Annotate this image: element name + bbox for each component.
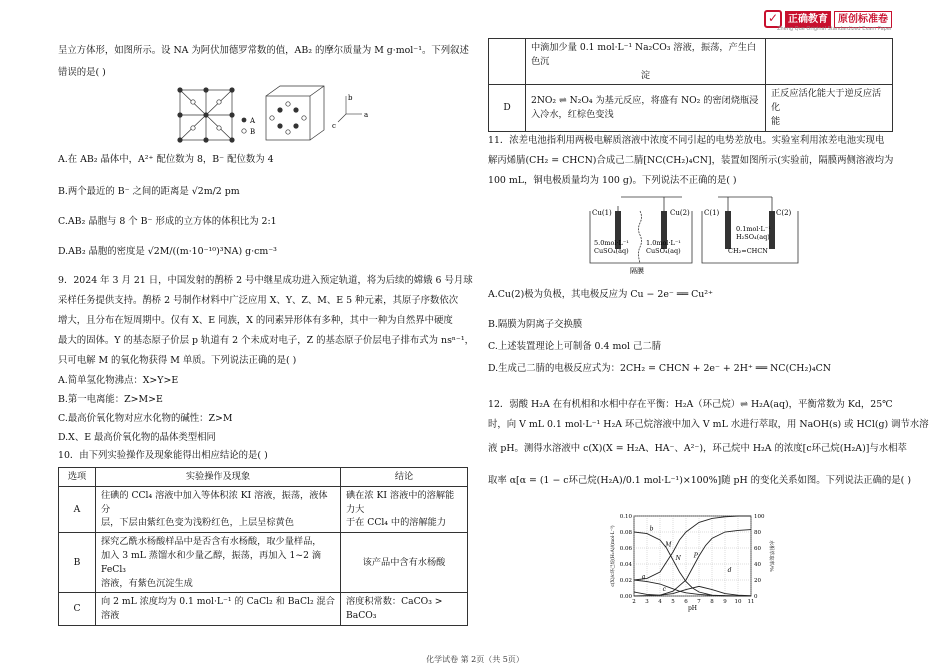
axis-c: c bbox=[332, 122, 336, 130]
chart-annotation-c: c bbox=[662, 586, 666, 594]
page-footer: 化学试卷 第 2页（共 5页） bbox=[426, 655, 524, 664]
ph-chart bbox=[606, 510, 776, 614]
q9-line-3: 增大，且分布在短周期中。仅有 X、E 同族，X 的同素异形体有多种，其中一种为自然界中硬度 bbox=[58, 315, 453, 326]
row-b-conclusion: 该产品中含有水杨酸 bbox=[341, 533, 468, 593]
q12-line-1: 12．弱酸 H₂A 在有机相和水相中存在平衡：H₂A（环己烷）⇌ H₂A(aq)，平衡常数为 Kd，25℃ bbox=[488, 399, 893, 410]
q11-line-2: 解丙烯腈(CH₂ = CHCN)合成己二腈[NC(CH₂)₄CN]，装置如图所示(实验前，隔膜两侧溶液均为 bbox=[488, 155, 894, 166]
q9-line-1: 9．2024 年 3 月 21 日，中国发射的鹊桥 2 号中继星成功进入预定轨道，将为后续的嫦娥 6 号月球 bbox=[58, 275, 473, 286]
row-d-op: 2NO₂ ⇌ N₂O₄ 为基元反应，将盛有 NO₂ 的密闭烧瓶浸 入冷水，红棕色变浅 bbox=[526, 85, 766, 131]
chart-annotation-b: b bbox=[649, 525, 654, 533]
x-axis-label: pH bbox=[687, 605, 698, 612]
th-operation: 实验操作及现象 bbox=[96, 468, 341, 487]
th-conclusion: 结论 bbox=[341, 468, 468, 487]
y-right-tick-label: 20 bbox=[754, 578, 761, 584]
series-line-c bbox=[634, 586, 751, 595]
row-c-cont-conclusion bbox=[766, 39, 893, 85]
row-c-op: 向 2 mL 浓度均为 0.1 mol·L⁻¹ 的 CaCl₂ 和 BaCl₂ 混合溶液 bbox=[96, 593, 341, 626]
q11-line-1: 11．浓差电池指利用两极电解质溶液中浓度不同引起的电势差放电。实验室利用浓差电池实现电 bbox=[488, 135, 885, 146]
cu2-label: Cu(2) bbox=[670, 209, 690, 217]
x-tick-label: 2 bbox=[632, 599, 636, 605]
q12-line-4: 取率 α[α = (1 − c环己烷(H₂A)/0.1 mol·L⁻¹)×100%]随 pH 的变化关系如图。下列说法正确的是( ) bbox=[488, 475, 911, 486]
logo-en: Zheng Que Original Standardized Exam Paper bbox=[777, 26, 892, 32]
q10-table bbox=[58, 467, 468, 626]
q8-stem-1: 呈立方体形，如图所示。设 NA 为阿伏加德罗常数的值，AB₂ 的摩尔质量为 M g·mol⁻¹。下列叙述 bbox=[58, 45, 469, 56]
row-c-conclusion: 溶度积常数：CaCO₃ > BaCO₃ bbox=[341, 593, 468, 626]
q8-option-a: A.在 AB₂ 晶体中，A²⁺ 配位数为 8，B⁻ 配位数为 4 bbox=[58, 154, 274, 165]
q9-line-5: 只可电解 M 的氧化物获得 M 单质。下列说法正确的是( ) bbox=[58, 355, 297, 366]
cell-figure bbox=[588, 193, 802, 277]
sol3-name: H₂SO₄(aq) bbox=[736, 233, 770, 241]
y-tick-label: 0.00 bbox=[619, 594, 632, 600]
x-tick-label: 7 bbox=[697, 599, 701, 605]
y-right-axis-label: 水相萃取率/% bbox=[768, 540, 774, 572]
x-tick-label: 11 bbox=[747, 599, 755, 605]
y-right-tick-label: 0 bbox=[754, 594, 758, 600]
x-tick-label: 6 bbox=[684, 599, 688, 605]
chart-annotation-M: M bbox=[665, 541, 672, 549]
sol1-name: CuSO₄(aq) bbox=[594, 247, 629, 255]
row-a-conclusion: 碘在浓 KI 溶液中的溶解能力大 于在 CCl₄ 中的溶解能力 bbox=[341, 486, 468, 532]
y-tick-label: 0.02 bbox=[619, 578, 632, 584]
q11-option-d: D.生成己二腈的电极反应式为：2CH₂ = CHCN + 2e⁻ + 2H⁺ ══ NC(CH₂)₄CN bbox=[488, 363, 832, 374]
sol2-name: CuSO₄(aq) bbox=[646, 247, 681, 255]
row-a-label: A bbox=[59, 486, 96, 532]
legend-b: B bbox=[250, 128, 256, 136]
sol3-conc: 0.1mol·L⁻¹ bbox=[736, 225, 771, 233]
y-tick-label: 0.10 bbox=[619, 514, 632, 520]
q8-option-b: B.两个最近的 B⁻ 之间的距离是 √2m/2 pm bbox=[58, 186, 240, 197]
row-d-conclusion: 正反应活化能大于逆反应活化 能 bbox=[766, 85, 893, 131]
row-c-label: C bbox=[59, 593, 96, 626]
x-tick-label: 3 bbox=[645, 599, 649, 605]
legend-a: A bbox=[250, 117, 256, 125]
q10-table-cont bbox=[488, 38, 893, 132]
row-b-label: B bbox=[59, 533, 96, 593]
axis-a: a bbox=[364, 111, 369, 119]
series-line-d bbox=[634, 530, 751, 596]
chart-annotation-d: d bbox=[727, 567, 732, 574]
chart-annotation-P: P bbox=[693, 552, 698, 560]
sol1-conc: 5.0mol·L⁻¹ bbox=[594, 239, 629, 247]
logo-sub: 原创标准卷 bbox=[834, 11, 892, 28]
q8-stem-2: 错误的是( ) bbox=[58, 67, 106, 78]
sol4-name: CH₂=CHCN bbox=[728, 247, 768, 255]
x-tick-label: 4 bbox=[658, 599, 662, 605]
chart-annotation-a: a bbox=[641, 573, 646, 581]
x-tick-label: 10 bbox=[734, 599, 742, 605]
q8-option-d: D.AB₂ 晶胞的密度是 √2M/((m·10⁻¹⁰)³NA) g·cm⁻³ bbox=[58, 246, 277, 257]
y-tick-label: 0.06 bbox=[619, 546, 632, 552]
x-tick-label: 5 bbox=[671, 599, 675, 605]
y-tick-label: 0.04 bbox=[619, 562, 632, 568]
q9-option-a: A.简单氢化物沸点：X>Y>E bbox=[58, 375, 179, 386]
row-a-op: 往碘的 CCl₄ 溶液中加入等体积浓 KI 溶液，振荡，液体分 层，下层由紫红色变为浅粉红色，上层呈棕黄色 bbox=[96, 486, 341, 532]
sol2-conc: 1.0mol·L⁻¹ bbox=[646, 239, 681, 247]
q9-line-4: 最大的固体。Y 的基态原子价层 p 轨道有 2 个未成对电子，Z 的基态原子价层电子排布式为 nsⁿ⁻¹， bbox=[58, 335, 475, 346]
q11-option-b: B.隔膜为阴离子交换膜 bbox=[488, 319, 583, 330]
q10-stem: 10．由下列实验操作及现象能得出相应结论的是( ) bbox=[58, 450, 268, 461]
q11-option-c: C.上述装置理论上可制备 0.4 mol 己二腈 bbox=[488, 341, 662, 352]
x-tick-label: 8 bbox=[710, 599, 714, 605]
row-c-cont-label bbox=[489, 39, 526, 85]
q9-option-d: D.X、E 最高价氧化物的晶体类型相同 bbox=[58, 432, 216, 443]
chart-annotation-N: N bbox=[675, 555, 681, 562]
th-option: 选项 bbox=[59, 468, 96, 487]
y-right-tick-label: 40 bbox=[754, 562, 761, 568]
membrane-label: 隔膜 bbox=[630, 267, 644, 275]
q11-option-a: A.Cu(2)极为负极，其电极反应为 Cu − 2e⁻ ══ Cu²⁺ bbox=[488, 289, 714, 300]
y-axis-label: c(X)/c环己烷(H₂A)/(mol·L⁻¹) bbox=[611, 525, 616, 587]
q12-line-2: 时，向 V mL 0.1 mol·L⁻¹ H₂A 环己烷溶液中加入 V mL 水进行萃取，用 NaOH(s) 或 HCl(g) 调节水溶 bbox=[488, 419, 929, 430]
y-right-tick-label: 100 bbox=[754, 514, 765, 520]
q9-line-2: 采样任务提供支持。鹊桥 2 号制作材料中广泛应用 X、Y、Z、M、E 5 种元素，其原子序数依次 bbox=[58, 295, 459, 306]
c1-label: C(1) bbox=[704, 209, 720, 217]
c2-label: C(2) bbox=[776, 209, 792, 217]
y-right-tick-label: 60 bbox=[754, 546, 761, 552]
axis-b: b bbox=[348, 94, 353, 102]
row-b-op: 探究乙酰水杨酸样品中是否含有水杨酸，取少量样品， 加入 3 mL 蒸馏水和少量乙醇，振荡，再加入 1~2 滴 FeCl₃ 溶液，有紫色沉淀生成 bbox=[96, 533, 341, 593]
logo-main: 正确教育 bbox=[785, 11, 831, 28]
q9-option-c: C.最高价氧化物对应水化物的碱性：Z>M bbox=[58, 413, 233, 424]
row-d-label: D bbox=[489, 85, 526, 131]
q8-option-c: C.AB₂ 晶胞与 8 个 B⁻ 形成的立方体的体积比为 2:1 bbox=[58, 216, 277, 227]
q11-line-3: 100 mL，铜电极质量均为 100 g)。下列说法不正确的是( ) bbox=[488, 175, 737, 186]
q9-option-b: B.第一电离能：Z>M>E bbox=[58, 394, 163, 405]
x-tick-label: 9 bbox=[723, 599, 727, 605]
row-c-cont-op: 中滴加少量 0.1 mol·L⁻¹ Na₂CO₃ 溶液，振荡，产生白色沉 淀 bbox=[526, 39, 766, 85]
y-right-tick-label: 80 bbox=[754, 530, 761, 536]
cu1-label: Cu(1) bbox=[592, 209, 612, 217]
check-icon: ✓ bbox=[764, 10, 782, 28]
q12-line-3: 液 pH。测得水溶液中 c(X)(X = H₂A、HA⁻、A²⁻)，环己烷中 H₂A 的浓度[c环己烷(H₂A)]与水相萃 bbox=[488, 443, 907, 454]
header-logo bbox=[764, 10, 892, 32]
crystal-figure bbox=[176, 84, 376, 146]
y-tick-label: 0.08 bbox=[619, 530, 632, 536]
